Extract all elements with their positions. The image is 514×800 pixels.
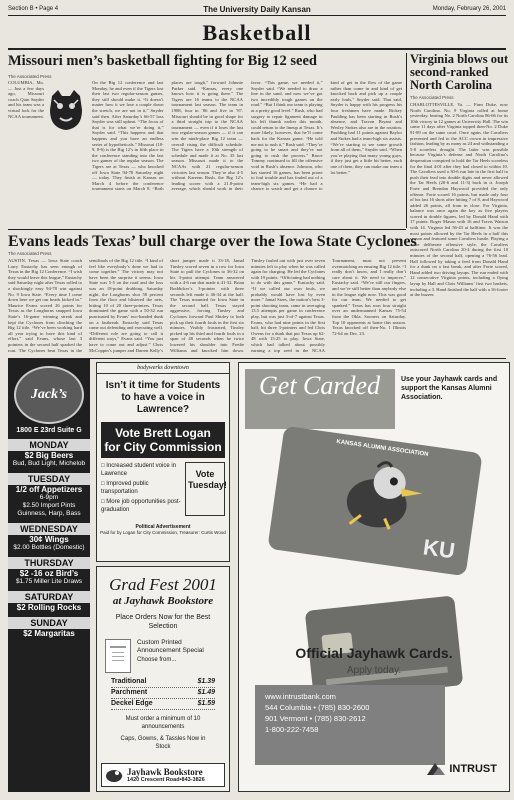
grad-place-orders: Place Orders Now for the Best Selection xyxy=(115,614,211,630)
vote-title-banner xyxy=(101,422,225,458)
official-jayhawk-cards: Official Jayhawk Cards. xyxy=(295,645,453,661)
paid-for-by: Paid for by Logan for City Commission, Treasurer: Curtis Wood xyxy=(100,530,226,535)
jacks-deal: $2 -16 oz Bird’s xyxy=(19,569,79,578)
ad-grad-fest xyxy=(96,566,230,792)
jacks-day-label: SATURDAY xyxy=(8,591,90,603)
byline-story2: The Associated Press xyxy=(410,95,454,100)
jacks-day-label: WEDNESDAY xyxy=(8,523,90,535)
grad-price-row xyxy=(111,688,215,699)
jacks-deal: $2 Big Beers xyxy=(24,451,74,460)
story3-body: AUSTIN, Texas — Iowa State coach Larry Eustachy has seen enough of Texas in the Big 12 Conference. “I wish they would leave this league,” Eustachy said Saturday night after Texas rolled to a shockingly easy 94-78 win against No. 9 Iowa State. “Every time I come down here we get our heads kicked in.” Maurice Evans scored 26 points for Texas as the Longhorns snapped Iowa State’s 16-game winning streak and kept the Cyclones from clinching the Big 12 title. “We’ve been working hard all year trying to have this kind of effort,” said Evans, whose last 3 pointers in the second half sparked the rout. The Cyclones beat Texas in the semifinals of the Big 12 title. “I kind of feel like everybody’s done we had to come together.” The victory may not have been the surprise it seems. Iowa State was 5-5 on the road and the loss was an 18-point drubbing. Saturday night, the Longhorns shot 58 percent from the floor and blistered the nets, hitting 10 of 20 three-pointers. Texas dominated the game with a 50-32 run punctuated by Evans’ two-handed dunk on a fastbreak. Eustachy said Texas came out defending and executing well. “Different role are going to call it different ways,” Evans said. “You just have to come out and adjust.” Chris McCoppin’s jumper and Darren Kelly’s short jumper made it 33-18, Jamal Tinsley scored seven in a row for Iowa State to pull the Cyclones to 36-32 on his 3-point attempt. Team answered with a 4-6 run that made it 41-32. Brian Boddicker’s 3-pointer with three seconds left made it 46-34 at the half. The Texas mounted for Iowa State in the second half. Texas stayed aggressive, forcing Tinsley and Cyclones forward Paul Shirley to both pick up their fourth fouls in the first six minutes. Visibly frustrated, Tinsley picked up his third and fourth fouls in a span of 48 seconds when he twice lowered his shoulder into Fredie Williams and knocked him down. Tinsley fouled out with just over seven minutes left to play when he was called again for charging. He led the Cyclones with 19 points. “Officiating had nothing to do with this game,” Eustachy said. “If we called our own fouls, we probably would have lost by even more.” Jamal Sizes, the nation’s best 3-point shooting team, came in averaging 13.5 attempts per game in conference play, but was just 3-of-7 against Texas. Evans, who had nine points in the first half, hit three 3-pointers and fed Chris Owens for a dunk that put Texas up 62-48 with 15:25 to play. Iowa State, which had talked about possibly earning a top seed in the NCAA Tournament, must not prevent overmatching an ensuing Big 12 title. “I really don’t know, and I really don’t care about it. We need to improve,” Eustachy said. “We’re still our fingers, and we’re still better than anybody else in the league right now. This was good for our team. We needed to get spanked.” Texas has won four straight over an undermanned Kansas 75-54 from the Okla. Sooners on Saturday. Top 10 opponents at home this season. Texas knocked off then-No. 1 Illinois 72-64 on Dec. 23. xyxy=(8,258,406,353)
vote-question: Isn’t it time for Students to have a voice in Lawrence? xyxy=(105,380,221,415)
story1-lead: COLUMBIA, Mo. — Just a few days ago, Missouri coach Quin Snyder and his team was a virtual lock for the NCAA tournament. xyxy=(8,80,44,119)
announcement-sample-icon xyxy=(105,639,131,673)
choose-from: Choose from... xyxy=(137,657,177,663)
section-rule xyxy=(8,48,506,50)
section-page-label: Section B • Page 4 xyxy=(8,6,59,12)
grad-item-name: Parchment xyxy=(111,689,148,696)
jacks-deal: 6-9pm xyxy=(39,494,59,501)
story2-body: CHARLOTTESVILLE, Va. — Firm Duke, now North Carolina. No. 9 Virginia rolled at home yesterday, beating No. 2 North Carolina 86-66 for its 10th victory in 12 games at University Hall. The win came 11 days after Virginia topped then-No. 2 Duke 91-89 on the same court. Once again, the Cavaliers prevented and fed to the ACC crown in impressive fashion, leading by as many as 24 and withstanding a 5-0 scoreless drought. The latter was possible because Virginia’s defense and North Carolina’s desperation conspired to hold the Tar Heels scoreless for the final 4:01 after they had closed to within 10. The Cavaliers used a 30-6 run late in the first half to push their lead into double digits and never allowed the Tar Heels (20-6 and 11-3) back in it. Joseph Forte and Brendan Haywood provided the only offense. Forte scored 16 points, but made only four of his last 16 shots after hitting 7 of 8, and Haywood added 26 points, all from in close. For Virginia, balance was once again the key as five players scored in double figures, led by Donald Hand with 17 points. Roger Mason with 16 and Travis Watson with 14. Virginia led 56-43 at halftime. It was the most points allowed by the Tar Heels in a half this season and featured some Cavaliers hustle. Playing a more deliberate offensive style, the Cavaliers outscored North Carolina 20-4 during the first 10 minutes of the second half, opening a 76-56 lead. Hall followed by taking a feed from Donald Hand for a dunk on a fast break, and after Forte scored, Hand added two driving layups. The run ended with 12 consecutive Virginia points, including a flying layup by Hall and Chris Williams’ first two baskets, including a 3. Hand finished the half with a 16-footer at the buzzer. xyxy=(410,102,508,298)
jacks-specials-list xyxy=(8,439,90,638)
headline-virginia: Virginia blows out second-ranked North Carolina xyxy=(410,52,509,92)
checkbox-icon: □ xyxy=(101,463,107,469)
grad-price-row xyxy=(111,699,215,710)
jacks-day-label: TUESDAY xyxy=(8,473,90,485)
grad-price-row xyxy=(111,677,215,688)
alumni-card xyxy=(267,426,482,577)
jayhawk-bookstore-box xyxy=(101,763,225,787)
grad-fest-subtitle: at Jayhawk Bookstore xyxy=(112,595,214,607)
political-ad-label: Political Advertisement xyxy=(135,524,191,530)
bookstore-address: 1420 Crescent Road•843-3826 xyxy=(127,777,205,783)
grad-extras: Caps, Gowns, & Tassles Now in Stock xyxy=(120,736,206,750)
newspaper-name: The University Daily Kansan xyxy=(203,5,311,14)
jacks-day-label: THURSDAY xyxy=(8,557,90,569)
checkbox-icon: □ xyxy=(101,481,107,487)
vote-bullet-item xyxy=(101,480,185,496)
headline-missouri: Missouri men’s basketball fighting for Big 12 seed xyxy=(8,53,317,69)
apply-today: Apply today. xyxy=(346,665,402,676)
carded-intro: Use your Jayhawk cards and support the Kansas Alumni Association. xyxy=(401,376,498,401)
custom-printed-special: Custom Printed Announcement Special xyxy=(137,639,204,654)
grad-item-price: $1.59 xyxy=(197,700,215,707)
grad-item-price: $1.49 xyxy=(197,689,215,696)
vote-bullet-text: More job opportunities post-graduation xyxy=(101,499,181,513)
jacks-day-label: MONDAY xyxy=(8,439,90,451)
headline-evans: Evans leads Texas’ bull charge over the Iowa State Cyclones xyxy=(8,233,417,250)
grad-price-list xyxy=(111,677,215,710)
ad-get-carded xyxy=(238,362,510,792)
checkbox-icon: □ xyxy=(101,499,107,505)
jacks-deal: 1/2 off Appetizers xyxy=(15,485,83,494)
carded-title: Get Carded xyxy=(259,371,381,400)
vote-bullet-text: Improved public transportation xyxy=(101,481,149,495)
grad-item-name: Deckel Edge xyxy=(111,700,153,707)
jacks-logo: Jack’s xyxy=(14,366,84,424)
vote-bullet-item xyxy=(101,498,185,514)
jacks-deal: Guinness, Harp, Bass xyxy=(17,510,81,517)
contact-box xyxy=(255,685,445,765)
story1-body: On the Big 12 conference and last Monday, he and even if the Tigers lost their last two regular-season games, they still should make it. “It doesn’t matter how it we lose a couple down the stretch, we are not in it,” Snyder said then. After Saturday’s 66-57 loss Snyder was still upbeat. “The focus of that is for what we’re doing it,” Snyder said. “This happens and that happens and you have an endless series of hypotheticals.” Missouri (18-9, 8-6) is the Big 12’s in fifth place in the conference standing into the last two games of the regular season. The Tigers are at Texas — who knocked off Iowa State 94-78 Saturday night — today. They finish at Kansas on March 4 before the conference tournament starts on March 8. “Both places are tough,” forward Johnnie Parker said. “Kansas, every one knows how it is going there.” The Tigers are 16 teams to the NCAA tournament last season. The team in 1988, four in ’86 and five in ’87. Missouri should be in good shape for a third straight trip to the NCAA tournament — even if it loses the last two regular-season games — if it can win the ninth-place Big 12 team — overall rising the difficult schedule. The Tigers have a 10th strength of schedule and made it at No. 35 last season. Missouri made it to the NCAAs with 21 regular-season victories last season. They’re also 4-5 without Kareem Rush, the Big 12’s leading scorer with a 21.8-point average, which should work in their favor. “This game, we needed it,” Snyder said. “We needed to draw a line in the sand, and now we’ve got two incredibly tough games on the road.” “But I think our team is playing at a pretty good level.” Rush, who had surgery to repair ligament damage in his left thumb earlier this month, could return to the lineup at Texas. It’s more likely, however, that he’ll come back for the Kansas game. “He told me not to rush it,” Rush said. “They’re going to be smart and they’re not going to rush the process.” Bruce Tommy continued to fill the offensive void in Rush’s absence. Johnson, who has started 16 games, has been prone to foul trouble and has fouled out of a team-high six games. “He had a chance to watch and get a chance to kind of get in the flow of the game rather than come in and kind of get knocked back and pick up a couple early fouls,” Snyder said. That said, Snyder is happy with his progress his four freshmen have made. Rickey Paulding has been starting in Rush’s absence, and Travon Bryant and Wesley Stokes also are in the rotation. Paulding had 11 points against Baylor and Stokes had a team-high six assists. “We’re starting to see some growth from all of them,” Snyder said. “When you’re playing that many young guys, if they just get a little bit better, each one of them, they can make our team a lot better.” xyxy=(92,80,402,192)
story-separator xyxy=(8,229,406,230)
intrust-mark-icon xyxy=(425,761,447,777)
vote-bullet-text: Increased student voice in Lawrence xyxy=(101,463,177,477)
vote-tuesday-box: Vote Tuesday! xyxy=(185,462,225,516)
vote-title-line2: for City Commission xyxy=(104,440,222,454)
card-ku-letters: KU xyxy=(421,534,457,564)
jacks-deal: 30¢ Wings xyxy=(29,535,69,544)
vote-title-line1: Vote Brett Logan xyxy=(115,426,211,440)
grad-item-name: Traditional xyxy=(111,678,147,685)
card-caption: KANSAS ALUMNI ASSOCIATION xyxy=(336,439,429,458)
issue-date: Monday, February 26, 2001 xyxy=(432,6,506,12)
vote-bullet-item xyxy=(101,462,185,478)
section-title: Basketball xyxy=(202,20,312,45)
jayhawk-icon xyxy=(105,767,123,783)
ad-vote-brett-logan xyxy=(96,362,230,562)
contact-line: 544 Columbia • (785) 830-2600 xyxy=(265,703,370,712)
column-divider xyxy=(406,53,407,228)
jacks-deal: $1.75 Miller Lite Draws xyxy=(15,578,83,585)
byline-story1: The Associated Press xyxy=(8,74,52,79)
byline-story3: The Associated Press xyxy=(8,251,52,256)
jacks-address: 1800 E 23rd Suite G xyxy=(16,427,82,434)
contact-line: 1-800-222-7458 xyxy=(265,725,319,734)
intrust-brand: INTRUST xyxy=(449,763,497,775)
contact-line: 901 Vermont • (785) 830-2612 xyxy=(265,714,366,723)
intrust-logo xyxy=(425,761,497,777)
jayhawk-mascot-icon xyxy=(329,452,429,540)
masthead-rule xyxy=(8,15,506,16)
jacks-deal: $2 Margaritas xyxy=(23,629,75,638)
grad-minimum: Must order a minimum of 10 announcements xyxy=(125,716,201,730)
contact-lines xyxy=(255,685,445,741)
tiger-logo-icon xyxy=(46,88,86,132)
jacks-deal: $2.50 Import Pints xyxy=(22,502,76,509)
jacks-deal: $2 Rolling Rocks xyxy=(16,603,82,612)
ad-jacks xyxy=(8,358,90,792)
grad-fest-title: Grad Fest 2001 xyxy=(109,575,217,594)
bookstore-name: Jayhawk Bookstore xyxy=(127,767,203,777)
grad-item-price: $1.39 xyxy=(197,678,215,685)
bodywerks-banner: bodywerks downtown xyxy=(97,363,229,374)
jacks-day-label: SUNDAY xyxy=(8,617,90,629)
contact-line: www.intrustbank.com xyxy=(265,692,336,701)
vote-bullets xyxy=(101,462,185,516)
jacks-deal: $2.00 Bottles (Domestic) xyxy=(13,544,85,551)
jacks-deal: Bud, Bud Light, Michelob xyxy=(12,460,86,467)
